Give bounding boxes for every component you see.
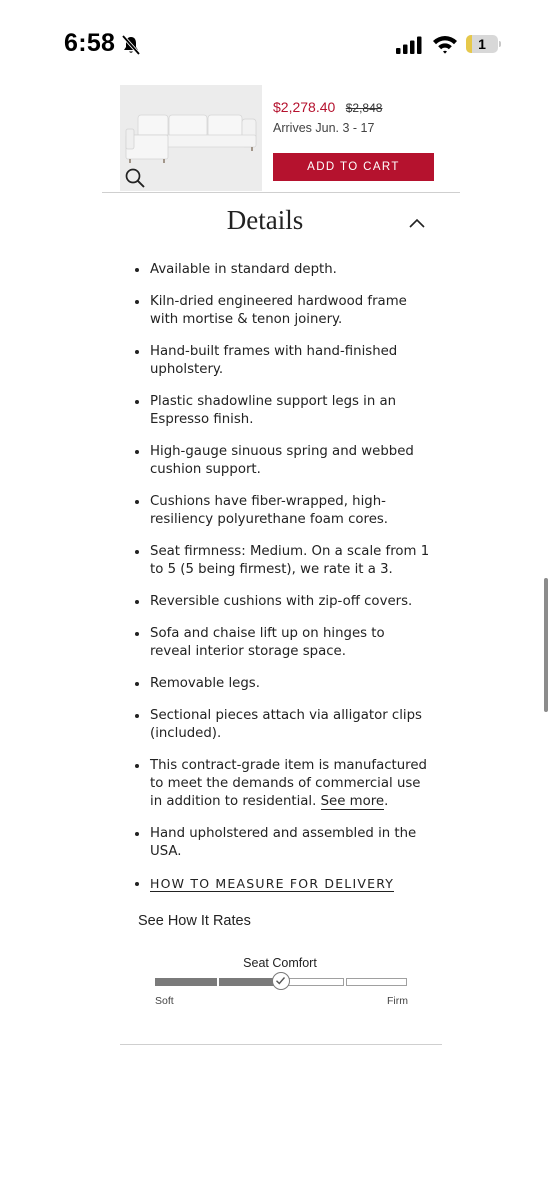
measure-delivery-link[interactable]: HOW TO MEASURE FOR DELIVERY (150, 876, 395, 891)
list-item-contract-grade (130, 757, 430, 811)
scale-max-label: Firm (387, 995, 408, 1007)
status-bar (0, 0, 552, 84)
arrival-estimate: Arrives Jun. 3 - 17 (273, 121, 375, 135)
seat-comfort-scale (155, 978, 407, 986)
scale-segment (346, 978, 408, 986)
checkmark-icon (273, 973, 288, 988)
see-more-suffix: . (384, 794, 389, 809)
sticky-product-bar (102, 84, 460, 193)
original-price: $2,848 (345, 101, 383, 115)
list-item: Seat firmness: Medium. On a scale from 1 to 5 (5 being firmest), we rate it a 3. (130, 543, 430, 579)
scale-segment (282, 978, 344, 986)
see-more-link[interactable]: See more (320, 794, 385, 809)
list-item: Plastic shadowline support legs in an Espresso finish. (130, 393, 430, 429)
list-item: Removable legs. (130, 675, 430, 693)
list-item: Hand-built frames with hand-finished upholstery. (130, 343, 430, 379)
details-heading: Details (226, 205, 304, 235)
cellular-signal-icon (395, 36, 423, 54)
product-thumbnail[interactable] (120, 85, 262, 191)
rating-marker (272, 972, 290, 990)
battery-level: 1 (478, 36, 486, 52)
details-list (130, 261, 430, 908)
rates-section-title: See How It Rates (138, 913, 251, 929)
scale-segment (219, 978, 281, 986)
list-item: High-gauge sinuous spring and webbed cushion support. (130, 443, 430, 479)
battery-tip (499, 41, 501, 47)
list-item: Hand upholstered and assembled in the USA. (130, 825, 430, 861)
list-item: Reversible cushions with zip-off covers. (130, 593, 430, 611)
battery-indicator (466, 35, 500, 53)
list-item-measure (130, 875, 430, 894)
chevron-up-icon[interactable] (407, 215, 427, 231)
price-row (273, 99, 382, 117)
scale-segment (155, 978, 217, 986)
scale-min-label: Soft (155, 995, 174, 1007)
list-item: Cushions have fiber-wrapped, high-resiliency polyurethane foam cores. (130, 493, 430, 529)
status-time: 6:58 (64, 29, 116, 57)
scrollbar[interactable] (544, 578, 548, 712)
section-divider (120, 1044, 442, 1045)
magnifier-icon[interactable] (124, 167, 146, 189)
wifi-icon (432, 34, 458, 54)
list-item: Sofa and chaise lift up on hinges to reveal interior storage space. (130, 625, 430, 661)
seat-comfort-label: Seat Comfort (243, 956, 317, 970)
add-to-cart-button[interactable]: ADD TO CART (273, 153, 434, 181)
list-item-text: This contract-grade item is manufactured to meet the demands of commercial use in addition to residential. (150, 758, 427, 809)
bell-slash-icon (120, 34, 142, 56)
sale-price: $2,278.40 (273, 99, 336, 115)
list-item: Available in standard depth. (130, 261, 430, 279)
list-item: Kiln-dried engineered hardwood frame with mortise & tenon joinery. (130, 293, 430, 329)
list-item: Sectional pieces attach via alligator clips (included). (130, 707, 430, 743)
